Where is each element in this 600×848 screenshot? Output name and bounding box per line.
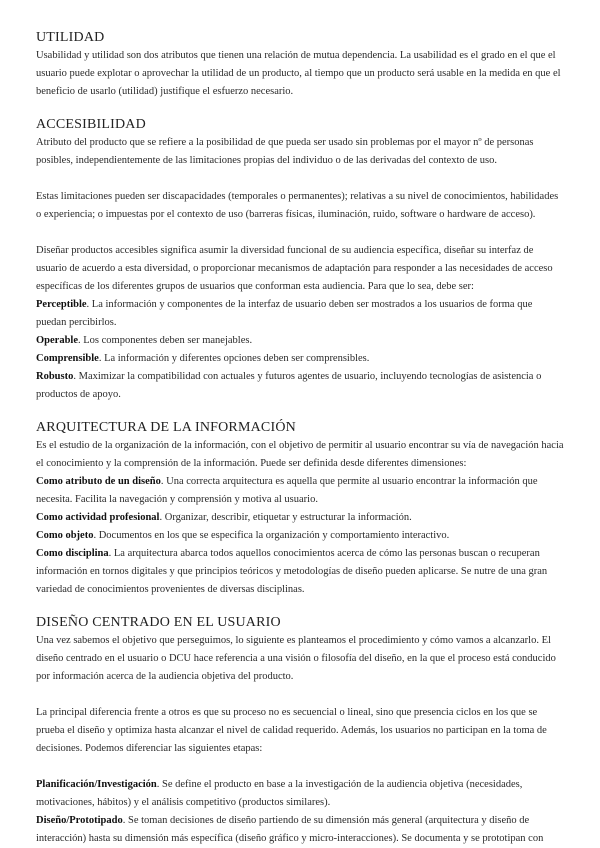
- list-item: Como actividad profesional. Organizar, describir, etiquetar y estructurar la información.: [36, 512, 412, 523]
- list-item: Operable. Los componentes deben ser manejables.: [36, 335, 253, 346]
- paragraph: Estas limitaciones pueden ser discapacidades (temporales o permanentes); relativas a su nivel de conocimientos, habilidades o experiencia; o impuestas por el contexto de uso (barreras físicas, iluminación, ruido, software o hardware de acceso).: [36, 191, 559, 220]
- list-item: Diseño/Prototipado. Se toman decisiones de diseño partiendo de su dimensión más general (arquitectura y diseño de interacción) hasta su dimensión más específica (diseño gráfico y micro-interacciones). Se documenta y se prototipan con: [36, 815, 544, 844]
- list-item: Como objeto. Documentos en los que se especifica la organización y comportamiento interactivo.: [36, 530, 450, 541]
- list-item: Como atributo de un diseño. Una correcta arquitectura es aquella que permite al usuario encontrar la información que necesita. Facilita la navegación y comprensión y motiva al usuario.: [36, 476, 538, 505]
- list-item: Planificación/Investigación. Se define el producto en base a la investigación de la audiencia objetiva (necesidades, motivaciones, hábitos) y el análisis competitivo (productos similares).: [36, 779, 523, 808]
- paragraph: Una vez sabemos el objetivo que perseguimos, lo siguiente es planteamos el procedimiento y cómo vamos a alcanzarlo. El diseño centrado en el usuario o DCU hace referencia a una visión o filosofía del diseño, en la que el proceso está conducido por información acerca de la audiencia objetiva del producto.: [36, 635, 556, 682]
- paragraph: La principal diferencia frente a otros es que su proceso no es secuencial o lineal, sino que presencia ciclos en los que se prueba el diseño y optimiza hasta alcanzar el nivel de calidad requerido. Además, los usuarios no participan en la toma de decisiones. Podemos diferenciar las siguientes etapas:: [36, 707, 547, 754]
- section-title: DISEÑO CENTRADO EN EL USUARIO: [36, 615, 281, 630]
- term: Como objeto: [36, 530, 94, 541]
- list-item: Comprensible. La información y diferentes opciones deben ser comprensibles.: [36, 353, 370, 364]
- paragraph: Diseñar productos accesibles significa asumir la diversidad funcional de su audiencia específica, diseñar su interfaz de usuario de acuerdo a esta diversidad, o proporcionar mecanismos de adaptación para responder a las necesidades de acceso específicas de los diferentes grupos de usuarios que conforman esta audiencia. Para que lo sea, debe ser:: [36, 245, 553, 292]
- paragraph: Es el estudio de la organización de la información, con el objetivo de permitir al usuario encontrar su vía de navegación hacia el conocimiento y la comprensión de la información. Puede ser definida desde diferentes dimensiones:: [36, 440, 564, 469]
- section-accesibilidad: [36, 117, 564, 404]
- section-arquitectura: [36, 420, 564, 599]
- term: Como actividad profesional: [36, 512, 160, 523]
- term: Planificación/Investigación: [36, 779, 157, 790]
- section-dcu: [36, 615, 564, 848]
- term: Robusto: [36, 371, 74, 382]
- section-title: ARQUITECTURA DE LA INFORMACIÓN: [36, 420, 296, 435]
- list-item: Robusto. Maximizar la compatibilidad con actuales y futuros agentes de usuario, incluyendo tecnologías de asistencia o productos de apoyo.: [36, 371, 542, 400]
- section-title: UTILIDAD: [36, 30, 105, 45]
- term: Comprensible: [36, 353, 99, 364]
- term: Operable: [36, 335, 78, 346]
- term: Como atributo de un diseño: [36, 476, 161, 487]
- section-title: ACCESIBILIDAD: [36, 117, 146, 132]
- paragraph: Atributo del producto que se refiere a la posibilidad de que pueda ser usado sin problemas por el mayor nº de personas posibles, independientemente de las limitaciones propias del individuo o de las derivadas del contexto de uso.: [36, 137, 534, 166]
- term: Diseño/Prototipado: [36, 815, 123, 826]
- term: Como disciplina: [36, 548, 109, 559]
- section-utilidad: [36, 30, 564, 101]
- list-item: Como disciplina. La arquitectura abarca todos aquellos conocimientos acerca de cómo las personas buscan o recuperan información en tornos digitales y que principios teóricos y metodologías de diseño pueden aplicarse. Se nutre de una gran variedad de conocimientos provenientes de diversas disciplinas.: [36, 548, 548, 595]
- list-item: Perceptible. La información y componentes de la interfaz de usuario deben ser mostrados a los usuarios de forma que puedan percibirlos.: [36, 299, 533, 328]
- paragraph: Usabilidad y utilidad son dos atributos que tienen una relación de mutua dependencia. La usabilidad es el grado en el que el usuario puede explotar o aprovechar la utilidad de un producto, al tiempo que un producto será usable en la medida en que el beneficio de usarlo (utilidad) justifique el esfuerzo necesario.: [36, 50, 561, 97]
- term: Perceptible: [36, 299, 87, 310]
